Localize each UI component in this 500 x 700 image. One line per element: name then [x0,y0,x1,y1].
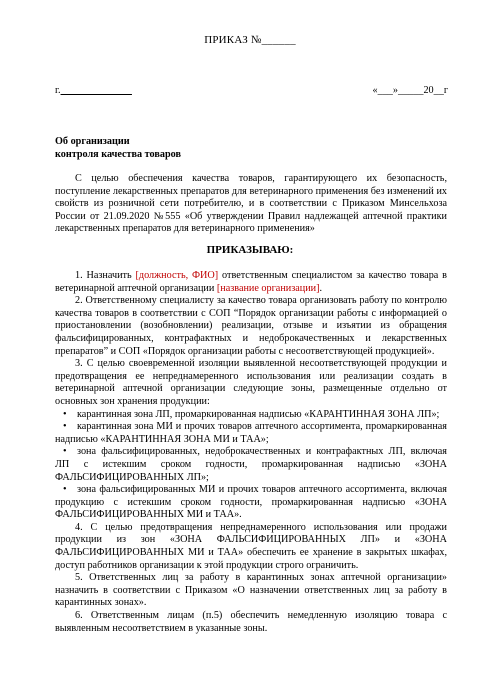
item-5: 5. Ответственных лиц за работу в карантинных зонах аптечной организации» назначить в соответствии с Приказом «О назначении ответственных лиц за работу в карантинных зонах». [55,572,447,609]
bullet-item [55,421,447,446]
bullet-text: карантинная зона МИ и прочих товаров аптечного ассортимента, промаркированная надписью «КАРАНТИННАЯ ЗОНА МИ и ТАА»; [55,421,447,445]
order-title: ПРИКАЗ №______ [204,34,296,46]
organization-placeholder: [название организации] [216,282,320,294]
bullet-icon: • [63,408,67,420]
order-body [55,270,447,635]
item-3: 3. С целью своевременной изоляции выявленной несоответствующей продукции и предотвращения ее непреднамеренного использования или реализации создать в ветеринарной аптечной организации следующие зоны, размещенные отдельно от основных зон хранения продукции: [55,358,447,407]
position-placeholder: [должность, ФИО] [135,270,219,281]
order-subject [55,135,181,161]
item-2: 2. Ответственному специалисту за качество товара организовать работу по контролю качества товаров в соответствии с СОП “Порядок организации работы с информацией о приостановлении (возобновлении) реализации, отзыве и изъятии из обращения фальсифицированных, контрафактных и недоброкачественных и лекарственных препаратов” и СОП «Порядок организации работы с несоответствующей продукцией». [55,295,447,357]
city-line [55,85,132,98]
city-blank: ______________ [60,85,132,96]
bullet-item [55,409,447,422]
order-heading: ПРИКАЗЫВАЮ: [206,244,294,256]
item-1 [55,270,447,295]
preamble-paragraph: С целью обеспечения качества товаров, гарантирующего их безопасность, поступление лекарственных препаратов для ветеринарного применения без изменений их свойств из розничной сети потребителю, и в соответствии с Приказом Минсельхоза России от 21.09.2020 №555 «Об утверждении Правил надлежащей аптечной практики лекарственных препаратов для ветеринарного применения» [55,173,447,235]
bullet-text: карантинная зона ЛП, промаркированная надписью «КАРАНТИННАЯ ЗОНА ЛП»; [77,408,440,420]
item-1-text-start: 1. Назначить [75,270,136,281]
bullet-icon: • [63,421,67,433]
subject-line-1: Об организации [55,136,130,147]
bullet-icon: • [63,484,67,496]
subject-line-2: контроля качества товаров [55,149,181,160]
bullet-item [55,484,447,522]
bullet-item [55,446,447,484]
item-4: 4. С целью предотвращения непреднамеренного использования или продажи продукции из зон «ЗОНА ФАЛЬСИФИЦИРОВАННЫХ ЛП» и «ЗОНА ФАЛЬСИФИЦИРОВАННЫХ МИ и ТАА» обеспечить ее хранение в закрытых шкафах, доступ работников организации к этой продукции строго ограничить. [55,521,447,571]
bullet-text: зона фальсифицированных, недоброкачественных и контрафактных ЛП, включая ЛП с истекшим сроком годности, промаркированная надписью «ЗОНА ФАЛЬСИФИЦИРОВАННЫХ ЛП»; [55,446,447,483]
bullet-icon: • [63,446,67,458]
date-line: «___»_____20__г [372,85,448,96]
item-6: 6. Ответственным лицам (п.5) обеспечить немедленную изоляцию товара с выявленным несоответствием в указанные зоны. [55,610,447,634]
item-1-text-mid: ответственным специалистом за качество товара в ветеринарной аптечной организации [55,270,447,294]
bullet-text: зона фальсифицированных МИ и прочих товаров аптечного ассортимента, включая продукцию с истекшим сроком годности, промаркированная надписью «ЗОНА ФАЛЬСИФИЦИРОВАННЫХ МИ и ТАА». [55,484,447,521]
city-prefix: г. [55,85,61,96]
item-1-text-end: . [319,282,323,294]
